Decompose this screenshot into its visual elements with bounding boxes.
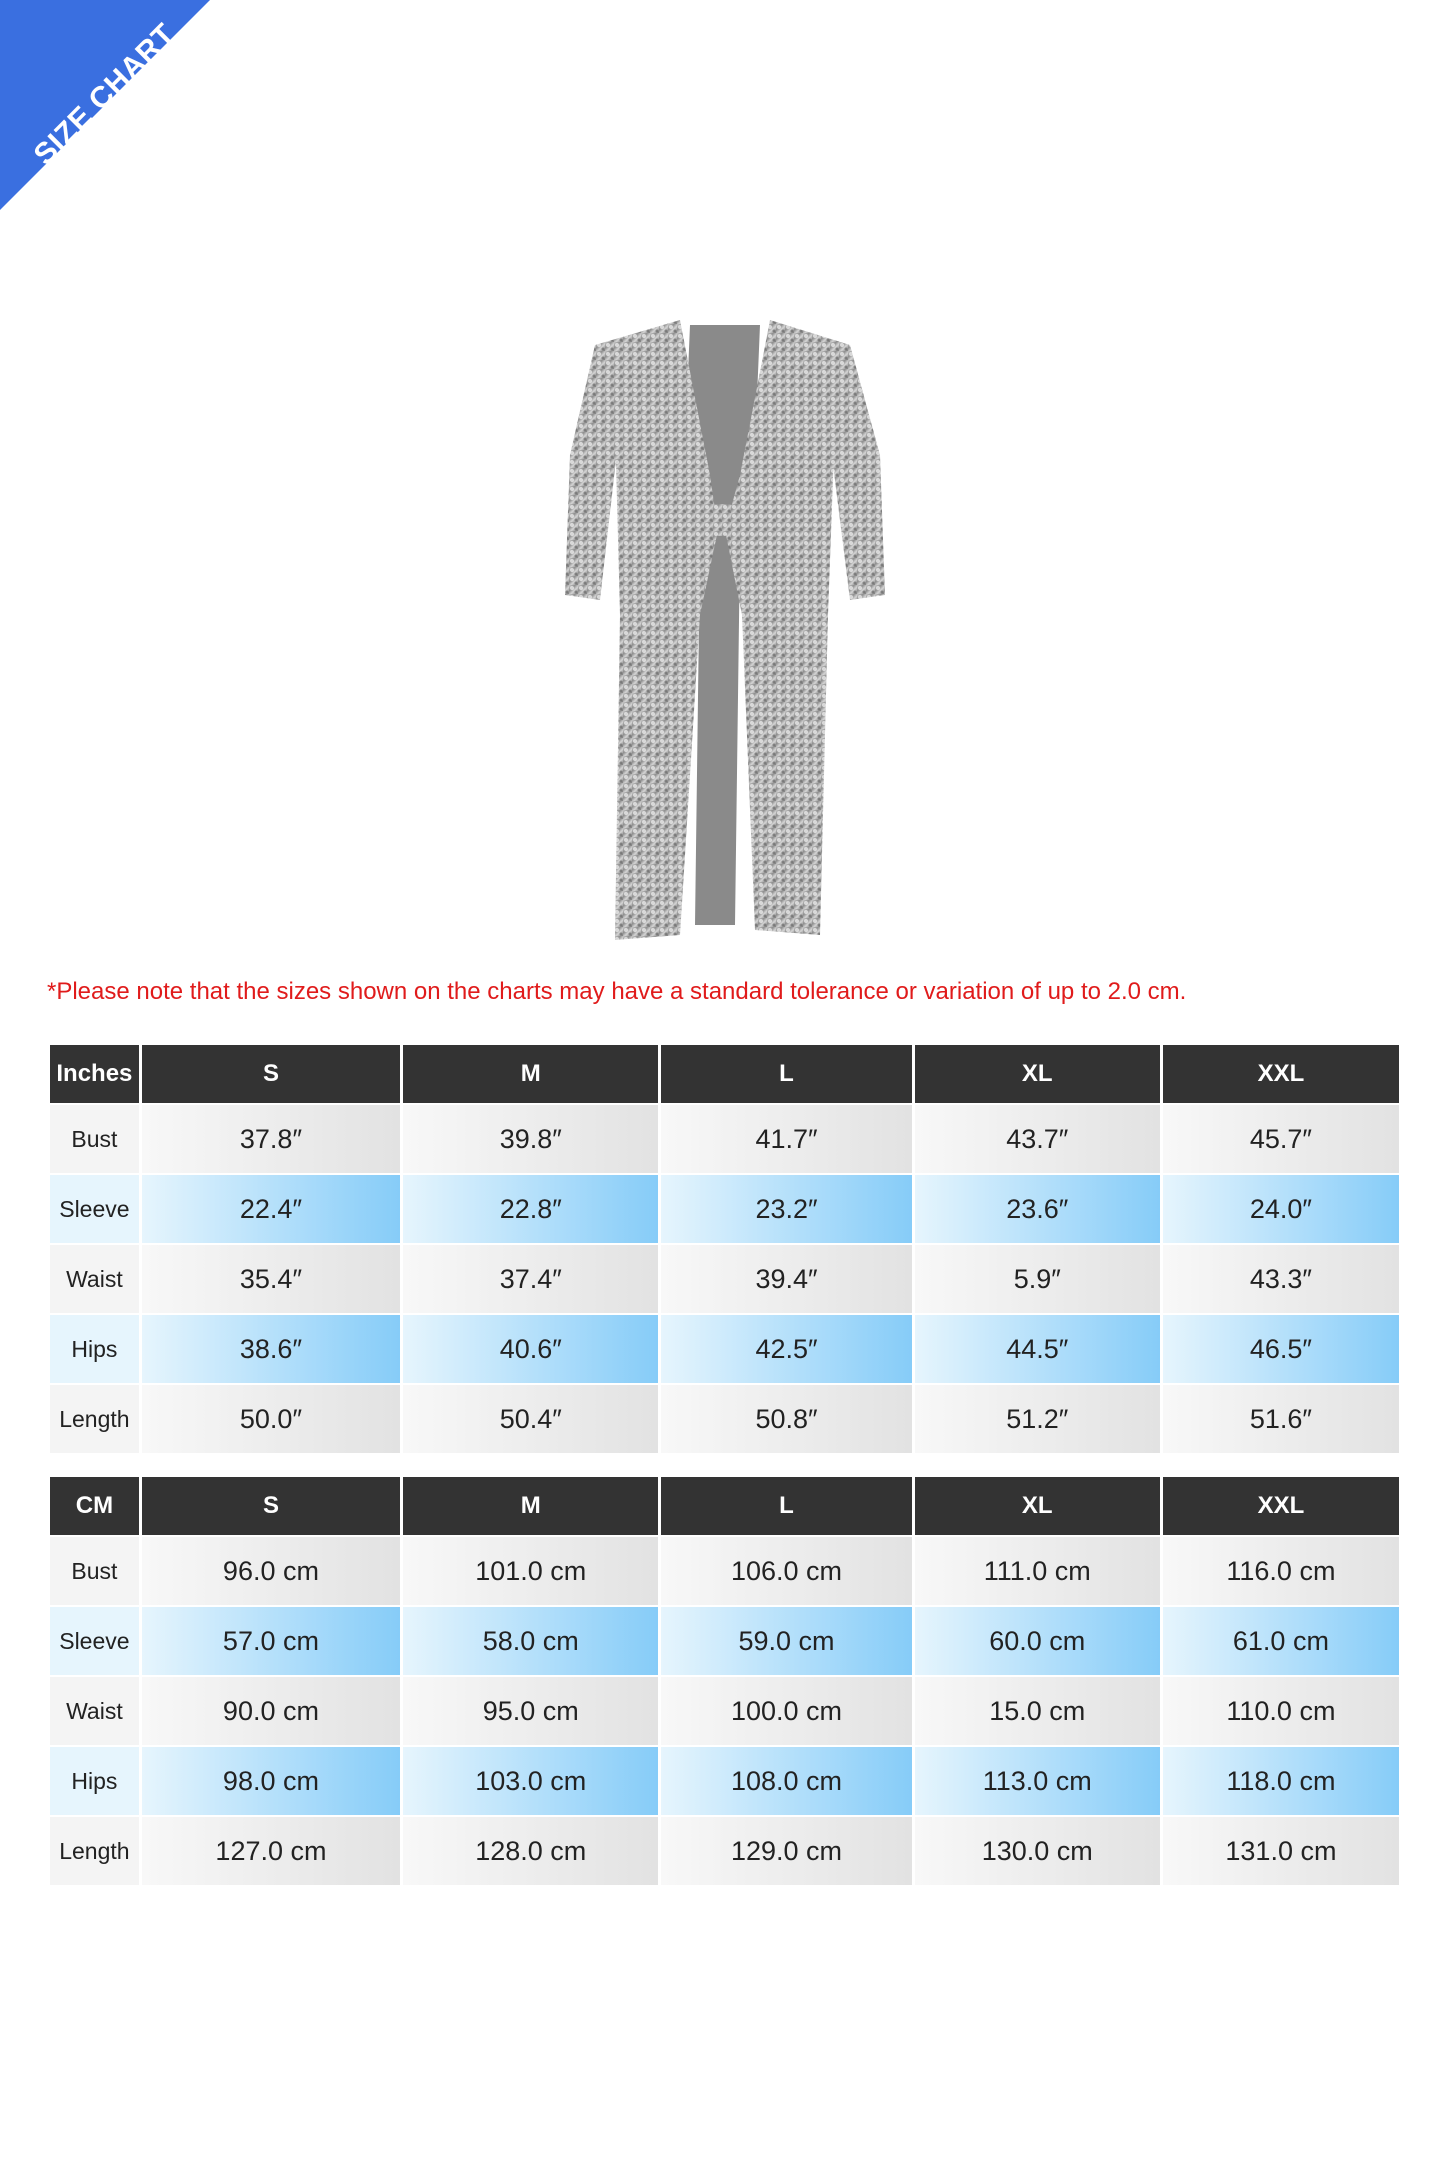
- table-cell: 95.0 cm: [403, 1677, 658, 1745]
- table-cell: 130.0 cm: [915, 1817, 1160, 1885]
- table-cell: 103.0 cm: [403, 1747, 658, 1815]
- sequin-long-cardigan-icon: [560, 315, 890, 945]
- table-cell: 116.0 cm: [1163, 1537, 1399, 1605]
- size-header: L: [661, 1045, 911, 1103]
- table-cell: 42.5″: [661, 1315, 911, 1383]
- table-row: [50, 1747, 1399, 1815]
- table-cell: 35.4″: [142, 1245, 400, 1313]
- table-cell: 90.0 cm: [142, 1677, 400, 1745]
- table-cell: 46.5″: [1163, 1315, 1399, 1383]
- table-row: [50, 1537, 1399, 1605]
- table-cell: 37.8″: [142, 1105, 400, 1173]
- size-header: XL: [915, 1477, 1160, 1535]
- table-cell: 129.0 cm: [661, 1817, 911, 1885]
- table-row: [50, 1245, 1399, 1313]
- row-label: Length: [50, 1817, 139, 1885]
- table-cell: 118.0 cm: [1163, 1747, 1399, 1815]
- row-label: Waist: [50, 1677, 139, 1745]
- table-cell: 43.7″: [915, 1105, 1160, 1173]
- table-cell: 61.0 cm: [1163, 1607, 1399, 1675]
- table-header-row: [50, 1477, 1399, 1535]
- cm-size-table: [47, 1475, 1402, 1887]
- table-cell: 23.2″: [661, 1175, 911, 1243]
- table-cell: 22.8″: [403, 1175, 658, 1243]
- row-label: Sleeve: [50, 1175, 139, 1243]
- row-label: Bust: [50, 1537, 139, 1605]
- table-cell: 110.0 cm: [1163, 1677, 1399, 1745]
- size-header: L: [661, 1477, 911, 1535]
- table-cell: 40.6″: [403, 1315, 658, 1383]
- table-cell: 15.0 cm: [915, 1677, 1160, 1745]
- table-cell: 22.4″: [142, 1175, 400, 1243]
- row-label: Waist: [50, 1245, 139, 1313]
- table-cell: 51.6″: [1163, 1385, 1399, 1453]
- table-header-row: [50, 1045, 1399, 1103]
- size-header: XL: [915, 1045, 1160, 1103]
- table-cell: 60.0 cm: [915, 1607, 1160, 1675]
- table-cell: 59.0 cm: [661, 1607, 911, 1675]
- size-header: M: [403, 1045, 658, 1103]
- table-cell: 5.9″: [915, 1245, 1160, 1313]
- table-cell: 38.6″: [142, 1315, 400, 1383]
- size-header: XXL: [1163, 1045, 1399, 1103]
- table-cell: 50.0″: [142, 1385, 400, 1453]
- row-label: Hips: [50, 1315, 139, 1383]
- table-cell: 96.0 cm: [142, 1537, 400, 1605]
- table-cell: 39.8″: [403, 1105, 658, 1173]
- table-cell: 41.7″: [661, 1105, 911, 1173]
- size-chart-badge: [0, 0, 210, 210]
- table-cell: 113.0 cm: [915, 1747, 1160, 1815]
- unit-label: Inches: [50, 1045, 139, 1103]
- table-cell: 106.0 cm: [661, 1537, 911, 1605]
- size-header: M: [403, 1477, 658, 1535]
- table-row: [50, 1175, 1399, 1243]
- inches-size-table: [47, 1043, 1402, 1455]
- table-row: [50, 1105, 1399, 1173]
- table-cell: 58.0 cm: [403, 1607, 658, 1675]
- table-cell: 111.0 cm: [915, 1537, 1160, 1605]
- table-cell: 24.0″: [1163, 1175, 1399, 1243]
- table-cell: 51.2″: [915, 1385, 1160, 1453]
- table-cell: 50.4″: [403, 1385, 658, 1453]
- size-header: XXL: [1163, 1477, 1399, 1535]
- table-row: [50, 1677, 1399, 1745]
- badge-label: SIZE CHART: [27, 17, 182, 172]
- table-cell: 43.3″: [1163, 1245, 1399, 1313]
- size-header: S: [142, 1477, 400, 1535]
- table-row: [50, 1607, 1399, 1675]
- tolerance-note: *Please note that the sizes shown on the charts may have a standard tolerance or variation of up to 2.0 cm.: [47, 978, 1187, 1005]
- row-label: Sleeve: [50, 1607, 139, 1675]
- table-row: [50, 1817, 1399, 1885]
- table-cell: 98.0 cm: [142, 1747, 400, 1815]
- table-cell: 128.0 cm: [403, 1817, 658, 1885]
- table-cell: 100.0 cm: [661, 1677, 911, 1745]
- table-cell: 57.0 cm: [142, 1607, 400, 1675]
- table-cell: 131.0 cm: [1163, 1817, 1399, 1885]
- table-row: [50, 1315, 1399, 1383]
- table-cell: 44.5″: [915, 1315, 1160, 1383]
- size-header: S: [142, 1045, 400, 1103]
- row-label: Bust: [50, 1105, 139, 1173]
- table-cell: 45.7″: [1163, 1105, 1399, 1173]
- table-cell: 108.0 cm: [661, 1747, 911, 1815]
- table-cell: 23.6″: [915, 1175, 1160, 1243]
- table-cell: 101.0 cm: [403, 1537, 658, 1605]
- row-label: Hips: [50, 1747, 139, 1815]
- table-cell: 127.0 cm: [142, 1817, 400, 1885]
- table-cell: 50.8″: [661, 1385, 911, 1453]
- table-cell: 39.4″: [661, 1245, 911, 1313]
- table-cell: 37.4″: [403, 1245, 658, 1313]
- unit-label: CM: [50, 1477, 139, 1535]
- table-row: [50, 1385, 1399, 1453]
- row-label: Length: [50, 1385, 139, 1453]
